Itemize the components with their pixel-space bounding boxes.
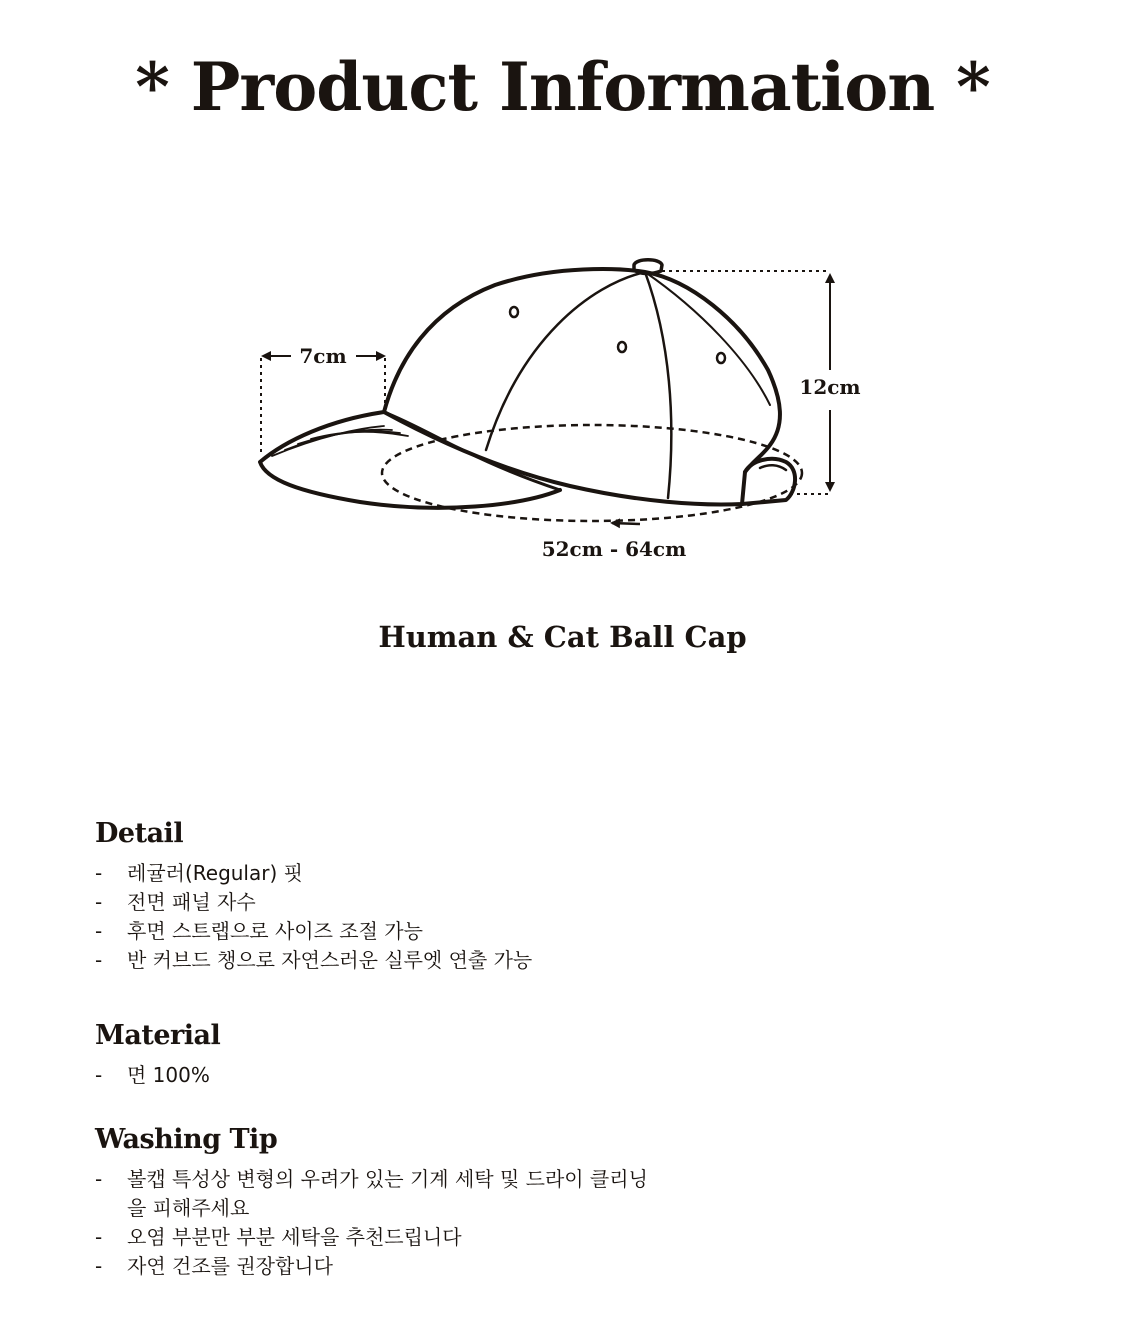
material-item-text: 면 100% bbox=[127, 1063, 210, 1087]
material-heading: Material bbox=[95, 1020, 221, 1051]
material-section bbox=[95, 1020, 220, 1090]
bullet-dash: - bbox=[95, 948, 103, 972]
bullet-dash: - bbox=[95, 890, 103, 914]
list-item bbox=[95, 859, 532, 888]
list-item bbox=[95, 888, 532, 917]
bullet-dash: - bbox=[95, 919, 103, 943]
washing-tip-list bbox=[95, 1165, 655, 1281]
bullet-dash: - bbox=[95, 1254, 103, 1278]
material-list bbox=[95, 1061, 220, 1090]
bullet-dash: - bbox=[95, 861, 103, 885]
list-item bbox=[95, 1061, 220, 1090]
bullet-dash: - bbox=[95, 1225, 103, 1249]
detail-item-text: 전면 패널 자수 bbox=[127, 890, 256, 914]
list-item bbox=[95, 1252, 655, 1281]
detail-item-text: 반 커브드 챙으로 자연스러운 실루엣 연출 가능 bbox=[127, 948, 533, 972]
washing-tip-heading: Washing Tip bbox=[95, 1124, 278, 1155]
washing-item-text: 오염 부분만 부분 세탁을 추천드립니다 bbox=[127, 1225, 462, 1249]
height-label: 12cm bbox=[799, 375, 861, 399]
brim-length-label: 7cm bbox=[299, 344, 347, 368]
detail-section bbox=[95, 818, 532, 975]
detail-heading: Detail bbox=[95, 818, 184, 849]
bullet-dash: - bbox=[95, 1167, 103, 1191]
cap-outline bbox=[260, 260, 795, 508]
bullet-dash: - bbox=[95, 1063, 103, 1087]
page-title: * Product Information * bbox=[135, 48, 990, 126]
list-item bbox=[95, 1165, 655, 1223]
detail-list bbox=[95, 859, 532, 975]
circumference-label: 52cm - 64cm bbox=[541, 537, 687, 561]
washing-item-text: 자연 건조를 권장합니다 bbox=[127, 1254, 333, 1278]
detail-item-text: 레귤러(Regular) 핏 bbox=[127, 861, 303, 885]
list-item bbox=[95, 1223, 655, 1252]
washing-tip-section bbox=[95, 1124, 655, 1281]
detail-item-text: 후면 스트랩으로 사이즈 조절 가능 bbox=[127, 919, 423, 943]
list-item bbox=[95, 917, 532, 946]
product-name: Human & Cat Ball Cap bbox=[378, 620, 747, 654]
cap-size-diagram bbox=[0, 240, 1125, 570]
washing-item-text: 볼캡 특성상 변형의 우려가 있는 기계 세탁 및 드라이 클리닝을 피해주세요 bbox=[127, 1167, 648, 1220]
list-item bbox=[95, 946, 532, 975]
